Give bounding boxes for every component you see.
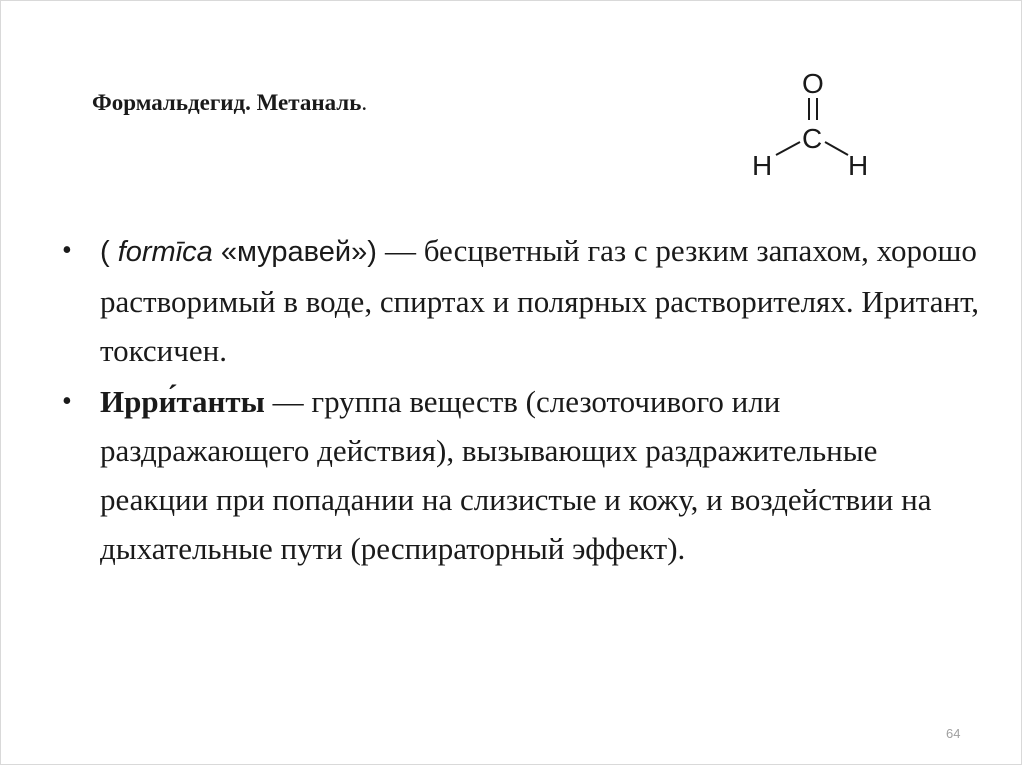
bullet-text: — группа веществ (слезоточивого или раздражающего действия), вызывающих раздражительные реакции при попадании на слизистые и кожу, и воздействии на дыхательные пути (респираторный эффект). [100,384,932,566]
open-paren: ( [100,236,118,268]
bullet-text: — бесцветный газ с резким запахом, хорошо растворимый в воде, спиртах и полярных растворителях. Иритант, токсичен. [100,233,980,368]
latin-word: formīca [117,236,213,268]
atom-oxygen: O [802,68,824,99]
formaldehyde-structure [742,58,892,188]
bullet-marker: • [62,386,72,417]
bond-left-h [776,142,800,155]
translation-quote: «муравей») [212,236,385,268]
atom-hydrogen-left: H [752,150,773,181]
bullet-item-formaldehyde [60,226,980,375]
bond-right-h [825,142,848,155]
atom-carbon: C [802,123,823,154]
title-text: Формальдегид. Метаналь [92,90,362,115]
atom-hydrogen-right: H [848,150,869,181]
term-irritants: Ирри́танты [100,384,265,419]
slide-title [92,90,367,116]
bullet-marker: • [62,235,72,266]
bullet-list [60,226,980,575]
bullet-item-irritants [60,377,980,573]
page-number: 64 [946,726,961,741]
title-period: . [361,90,368,115]
